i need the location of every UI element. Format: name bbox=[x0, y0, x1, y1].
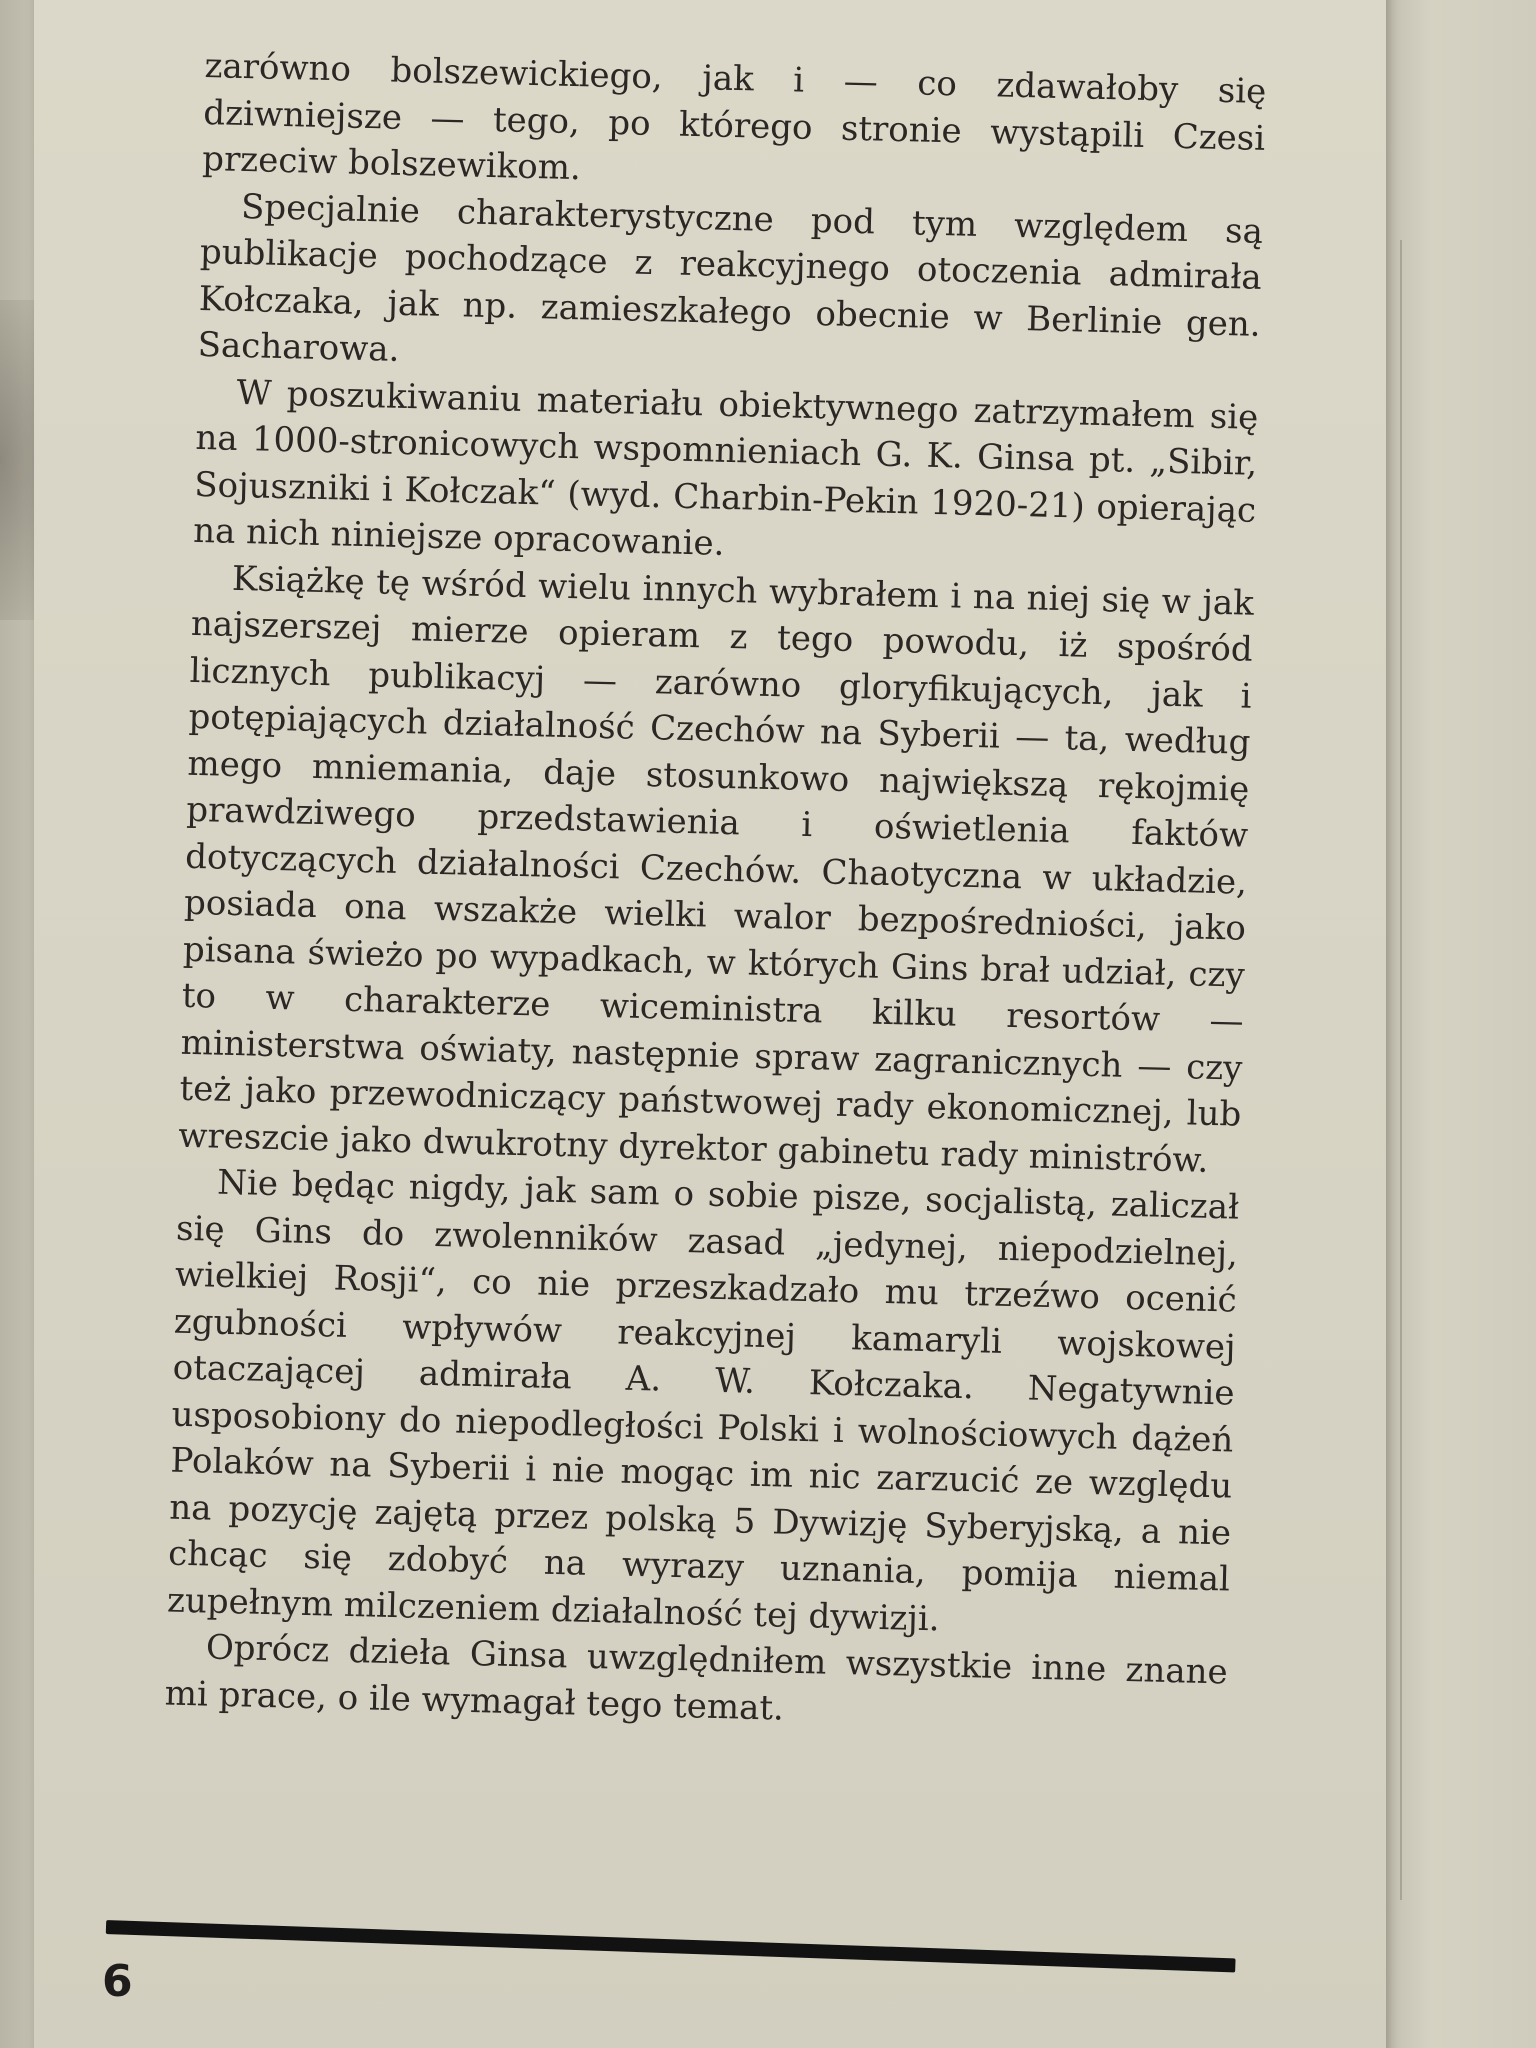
body-text bbox=[164, 43, 1267, 1742]
paragraph-5: Nie będąc nigdy, jak sam o sobie pisze, socjalistą, zaliczał się Gins do zwolenników zasad „jedynej, niepodzielnej, wielkiej Rosji“, co nie przeszkadzało mu trzeźwo ocenić zgubności wpływów reakcyjnej kamaryli wojskowej otaczającej admirała A. W. Kołczaka. Negatywnie usposobiony do niepodległości Polski i wolnościowych dążeń Polaków na Syberii i nie mogąc im nic zarzucić ze względu na pozycję zajętą przez polską 5 Dywizję Syberyjską, a nie chcąc się zdobyć na wyrazy uznania, pomija niemal zupełnym milczeniem działalność tej dywizji. bbox=[166, 1162, 1240, 1639]
paragraph-2: Specjalnie charakterystyczne pod tym względem są publikacje pochodzące z reakcyjnego otoczenia admirała Kołczaka, jak np. zamieszkałego obecnie w Berlinie gen. Sacharowa. bbox=[197, 186, 1264, 370]
paragraph-3: W poszukiwaniu materiału obiektywnego zatrzymałem się na 1000-stronicowych wspomnieniach G. K. Ginsa pt. „Sibir, Sojuszniki i Kołczak“ (wyd. Charbin-Pekin 1920-21) opierając na nich niniejsze opracowanie. bbox=[192, 372, 1259, 564]
paragraph-6: Oprócz dzieła Ginsa uwzględniłem wszystkie inne znane mi prace, o ile wymagał tego temat. bbox=[164, 1627, 1229, 1729]
page-number: 6 bbox=[102, 1956, 133, 2007]
binding-fold-line bbox=[1400, 240, 1402, 1900]
paragraph-4: Książkę tę wśród wielu innych wybrałem i na niej się w jak najszerszej mierze opieram z tego powodu, iż spośród licznych publikacyj — zarówno gloryfikujących, jak i potępiających działalność Czechów na Syberii — ta, według mego mniemania, daje stosunkowo największą rękojmię prawdziwego przedstawienia i oświetlenia faktów dotyczących działalności Czechów. Chaotyczna w układzie, posiada ona wszakże wielki walor bezpośredniości, jako pisana świeżo po wypadkach, w których Gins brał udział, czy to w charakterze wiceministra kilku resortów — ministerstwa oświaty, następnie spraw zagranicznych — czy też jako przewodniczący państwowej rady ekonomicznej, lub wreszcie jako dwukrotny dyrektor gabinetu rady ministrów. bbox=[177, 558, 1255, 1181]
paragraph-1: zarówno bolszewickiego, jak i — co zdawałoby się dziwniejsze — tego, po którego stronie wystąpili Czesi przeciw bolszewikom. bbox=[201, 46, 1267, 189]
next-page-edge bbox=[1386, 0, 1536, 2048]
